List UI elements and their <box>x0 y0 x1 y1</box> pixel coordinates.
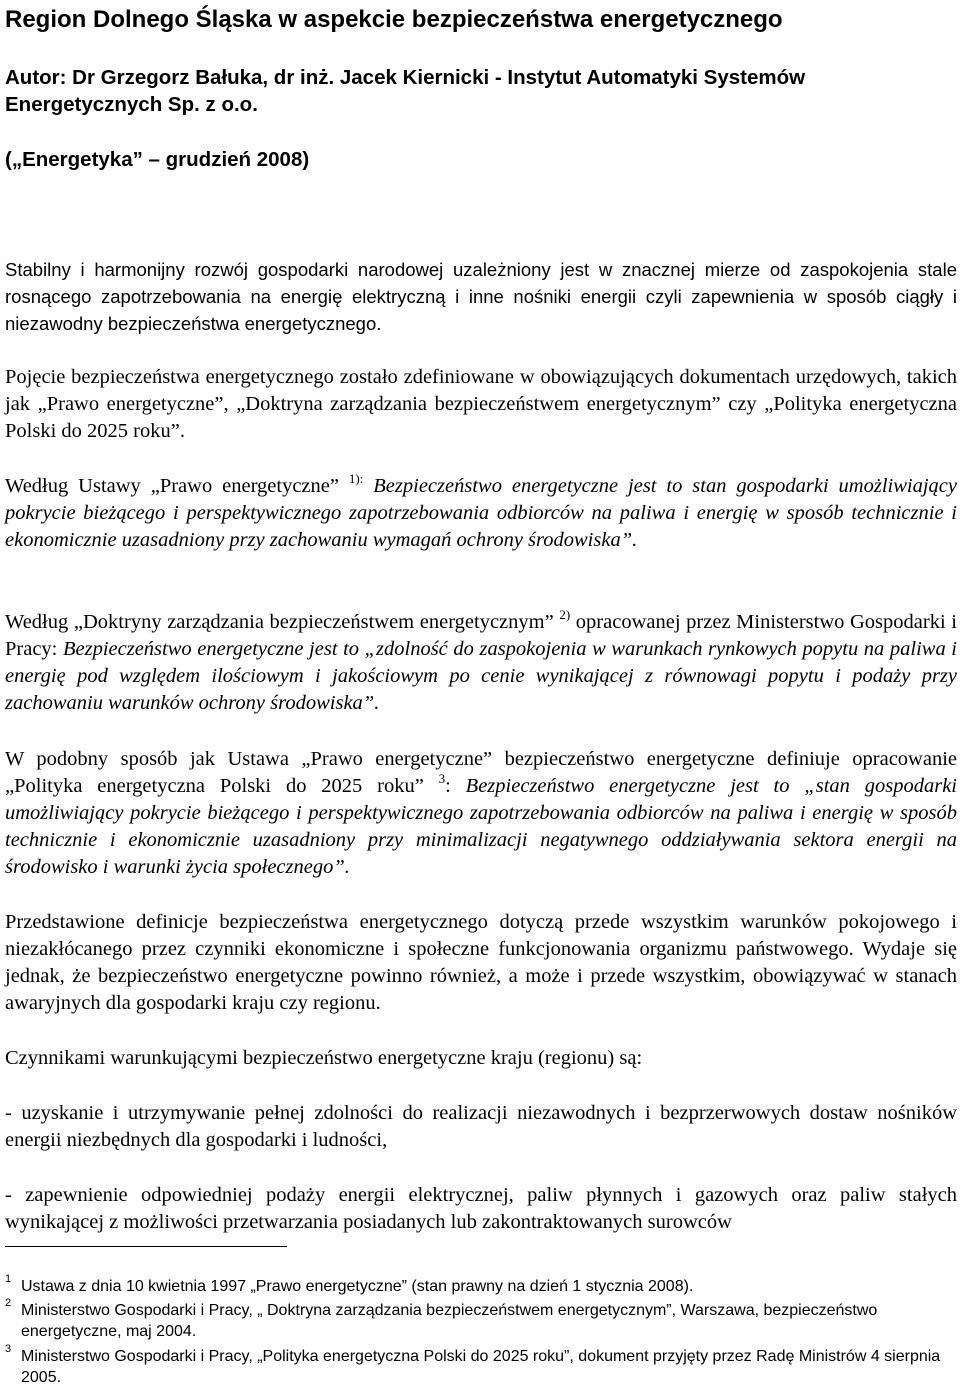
author-line: Autor: Dr Grzegorz Bałuka, dr inż. Jacek Kiernicki - Instytut Automatyki Systemów Energetycznych Sp. z o.o. <box>5 66 806 116</box>
footnote-text: Ministerstwo Gospodarki i Pracy, „ Doktryna zarządzania bezpieczeństwem energetycznym”, Warszawa, bezpieczeństwo energetyczne, maj 2004. <box>21 1302 878 1340</box>
paragraph-lead: Według Ustawy „Prawo energetyczne” <box>5 475 349 497</box>
definition-quote: Bezpieczeństwo energetyczne jest to „stan gospodarki umożliwiający pokrycie bieżącego i perspektywicznego zapotrzebowania odbiorców na paliwa i energię w sposób technicznie i ekonomicznie uzasadniony przy minimalizacji negatywnego oddziaływania sektora energii na środowisko i warunki życia społecznego”. <box>5 775 957 878</box>
definition-quote: Bezpieczeństwo energetyczne jest to „zdolność do zaspokojenia w warunkach rynkowych popytu na paliwa i energię pod względem ilościowym i jakościowym po cenie wynikającej z równowagi popytu i podaży przy zachowaniu warunków ochrony środowiska”. <box>5 638 957 714</box>
footnote-text: Ustawa z dnia 10 kwietnia 1997 „Prawo energetyczne” (stan prawny na dzień 1 stycznia 2008). <box>21 1278 694 1295</box>
paragraph-lead: W podobny sposób jak Ustawa „Prawo energetyczne” bezpieczeństwo energetyczne definiuje opracowanie „Polityka energetyczna Polski do 2025 roku” <box>5 748 957 797</box>
footnote-number: 1 <box>5 1273 12 1285</box>
paragraph-prawo-energetyczne <box>5 473 957 554</box>
document-title: Region Dolnego Śląska w aspekcie bezpieczeństwa energetycznego <box>5 6 783 33</box>
footnote-ref-3: 3 <box>438 771 446 786</box>
definition-quote: Bezpieczeństwo energetyczne jest to stan gospodarki umożliwiający pokrycie bieżącego i perspektywicznego zapotrzebowania odbiorców na paliwa i energię w sposób technicznie i ekonomicznie uzasadniony przy zachowaniu wymagań ochrony środowiska”. <box>5 475 957 551</box>
paragraph-factors-lead: Czynnikami warunkującymi bezpieczeństwo energetyczne kraju (regionu) są: <box>5 1047 643 1069</box>
paragraph-definition-intro: Pojęcie bezpieczeństwa energetycznego zostało zdefiniowane w obowiązujących dokumentach urzędowych, takich jak „Prawo energetyczne”, „Doktryna zarządzania bezpieczeństwem energetycznym” czy „Polityka energetyczna Polski do 2025 roku”. <box>5 366 957 442</box>
source-line: („Energetyka” – grudzień 2008) <box>5 148 310 171</box>
footnote-separator <box>5 1246 287 1247</box>
footnote-ref-1: 1): <box>348 471 364 486</box>
list-item-factor-2: - zapewnienie odpowiedniej podaży energii elektrycznej, paliw płynnych i gazowych oraz paliw stałych wynikającej z możliwości przetwarzania posiadanych lub zakontraktowanych surowców <box>5 1184 957 1233</box>
paragraph-doktryna <box>5 609 957 717</box>
footnote-ref-2: 2) <box>559 607 571 622</box>
footnote-text: Ministerstwo Gospodarki i Pracy, „Polityka energetyczna Polski do 2025 roku”, dokument przyjęty przez Radę Ministrów 4 sierpnia 2005. <box>21 1348 941 1386</box>
paragraph-mid: opracowanej przez Ministerstwo Gospodarki i Pracy: <box>5 611 957 660</box>
paragraph-lead: Według „Doktryny zarządzania bezpieczeństwem energetycznym” <box>5 611 560 633</box>
footnote-number: 2 <box>5 1297 12 1309</box>
paragraph-definitions-scope: Przedstawione definicje bezpieczeństwa energetycznego dotyczą przede wszystkim warunków pokojowego i niezakłócanego przez czynniki ekonomiczne i społeczne funkcjonowania organizmu państwowego. Wydaje się jednak, że bezpieczeństwo energetyczne powinno również, a może i przede wszystkim, obowiązywać w stanach awaryjnych dla gospodarki kraju czy regionu. <box>5 911 957 1014</box>
paragraph-polityka <box>5 746 957 881</box>
paragraph-mid: : <box>445 775 466 797</box>
intro-paragraph: Stabilny i harmonijny rozwój gospodarki narodowej uzależniony jest w znacznej mierze od zaspokojenia stale rosnącego zapotrzebowania na energię elektryczną i inne nośniki energii czyli zapewnienia w sposób ciągły i niezawodny bezpieczeństwa energetycznego. <box>5 259 957 334</box>
footnote-number: 3 <box>5 1343 12 1355</box>
list-item-factor-1: - uzyskanie i utrzymywanie pełnej zdolności do realizacji niezawodnych i bezprzerwowych dostaw nośników energii niezbędnych dla gospodarki i ludności, <box>5 1102 957 1151</box>
